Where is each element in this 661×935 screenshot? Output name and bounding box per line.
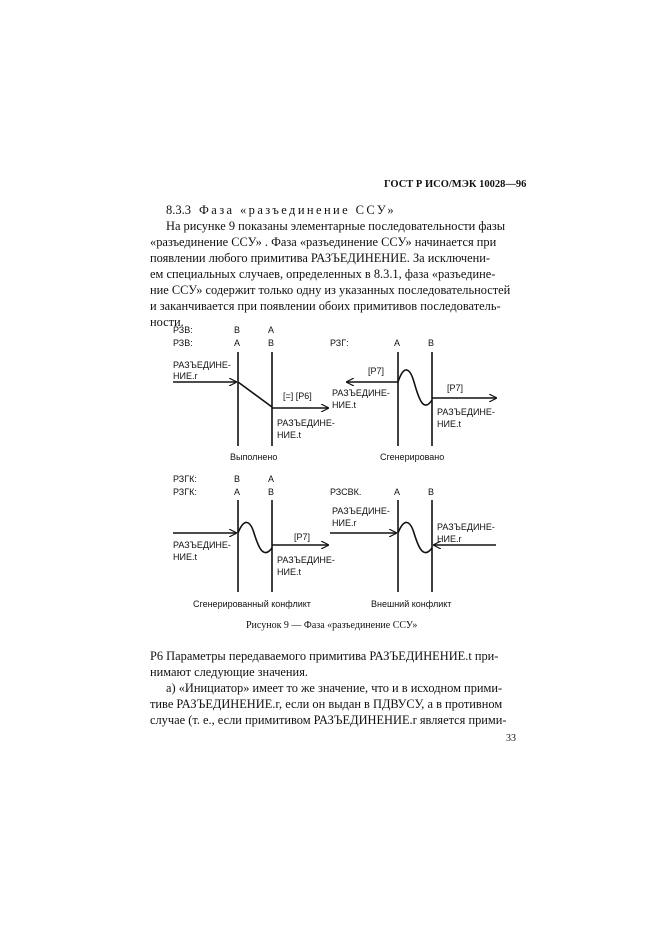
paragraph-line: «разъединение ССУ» . Фаза «разъединение ССУ» начинается при <box>150 235 497 249</box>
d2-right: В <box>428 338 435 348</box>
d1-transfer <box>238 382 272 407</box>
d1-row1-label: РЗВ: <box>173 325 193 335</box>
d1-param: [=] [Р6] <box>283 391 312 401</box>
page-number: 33 <box>506 733 516 744</box>
d3-out-label-2: НИЕ.t <box>277 567 301 577</box>
body-line: Р6 Параметры передаваемого примитива РАЗЪЕДИНЕНИЕ.t при- <box>150 649 499 663</box>
paragraph-line: и заканчивается при появлении обоих примитивов последователь- <box>150 299 501 313</box>
d2-caption: Сгенерировано <box>380 452 445 462</box>
d2-wave <box>398 370 432 405</box>
d1-in-label-2: НИЕ.r <box>173 371 198 381</box>
d3-caption: Сгенерированный конфликт <box>193 599 311 609</box>
d2-param-left: [Р7] <box>368 366 385 376</box>
d3-row2-left: А <box>234 487 241 497</box>
d4-in-label-2: НИЕ.r <box>332 518 357 528</box>
d2-left-label-2: НИЕ.t <box>332 400 356 410</box>
d2-right-label-1: РАЗЪЕДИНЕ- <box>437 407 495 417</box>
paragraph-line: появлении любого примитива РАЗЪЕДИНЕНИЕ. За исключени- <box>150 251 491 265</box>
body-line: тиве РАЗЪЕДИНЕНИЕ.r, если он выдан в ПДВУСУ, а в противном <box>150 697 503 711</box>
d3-in-label-1: РАЗЪЕДИНЕ- <box>173 540 231 550</box>
d2-left-label-1: РАЗЪЕДИНЕ- <box>332 388 390 398</box>
paragraph-line: ем специальных случаев, определенных в 8.3.1, фаза «разъедине- <box>150 267 496 281</box>
d3-row1-left: В <box>234 474 241 484</box>
d1-row1-right: А <box>268 325 275 335</box>
d3-out-label-1: РАЗЪЕДИНЕ- <box>277 555 335 565</box>
d3-row2-label: РЗГК: <box>173 487 197 497</box>
d3-wave <box>238 522 272 552</box>
d4-right-label-1: РАЗЪЕДИНЕ- <box>437 522 495 532</box>
d4-in-label-1: РАЗЪЕДИНЕ- <box>332 506 390 516</box>
section-title: Фаза «разъединение ССУ» <box>199 203 397 217</box>
paragraph-line: ности. <box>150 315 184 329</box>
paragraph-line: На рисунке 9 показаны элементарные последовательности фазы <box>166 219 506 233</box>
d1-in-label-1: РАЗЪЕДИНЕ- <box>173 360 231 370</box>
d3-row1-right: А <box>268 474 275 484</box>
d4-wave <box>398 522 432 552</box>
paragraph-line: ние ССУ» содержит только одну из указанных последовательностей <box>150 283 511 297</box>
figure-caption: Рисунок 9 — Фаза «разъединение ССУ» <box>246 620 418 631</box>
d4-left: А <box>394 487 401 497</box>
d1-row1-left: В <box>234 325 241 335</box>
d2-param-right: [Р7] <box>447 383 464 393</box>
d1-row2-right: В <box>268 338 275 348</box>
d4-row-label: РЗСВК. <box>330 487 362 497</box>
d2-left: А <box>394 338 401 348</box>
body-line: нимают следующие значения. <box>150 665 308 679</box>
d1-out-label-1: РАЗЪЕДИНЕ- <box>277 418 335 428</box>
d4-right: В <box>428 487 435 497</box>
d2-row-label: РЗГ: <box>330 338 349 348</box>
body-line: а) «Инициатор» имеет то же значение, что и в исходном прими- <box>166 681 503 695</box>
body-line: случае (т. е., если примитивом РАЗЪЕДИНЕНИЕ.r является прими- <box>150 713 507 727</box>
d1-caption: Выполнено <box>230 452 278 462</box>
d1-row2-label: РЗВ: <box>173 338 193 348</box>
standard-header: ГОСТ Р ИСО/МЭК 10028—96 <box>384 179 527 190</box>
section-number: 8.3.3 <box>166 203 191 217</box>
d4-caption: Внешний конфликт <box>371 599 452 609</box>
d3-in-label-2: НИЕ.t <box>173 552 197 562</box>
body-paragraph <box>150 648 507 728</box>
d2-right-label-2: НИЕ.t <box>437 419 461 429</box>
d1-out-label-2: НИЕ.t <box>277 430 301 440</box>
d1-row2-left: А <box>234 338 241 348</box>
d3-param: [Р7] <box>294 532 311 542</box>
d3-row1-label: РЗГК: <box>173 474 197 484</box>
d3-row2-right: В <box>268 487 275 497</box>
d4-right-label-2: НИЕ.r <box>437 534 462 544</box>
